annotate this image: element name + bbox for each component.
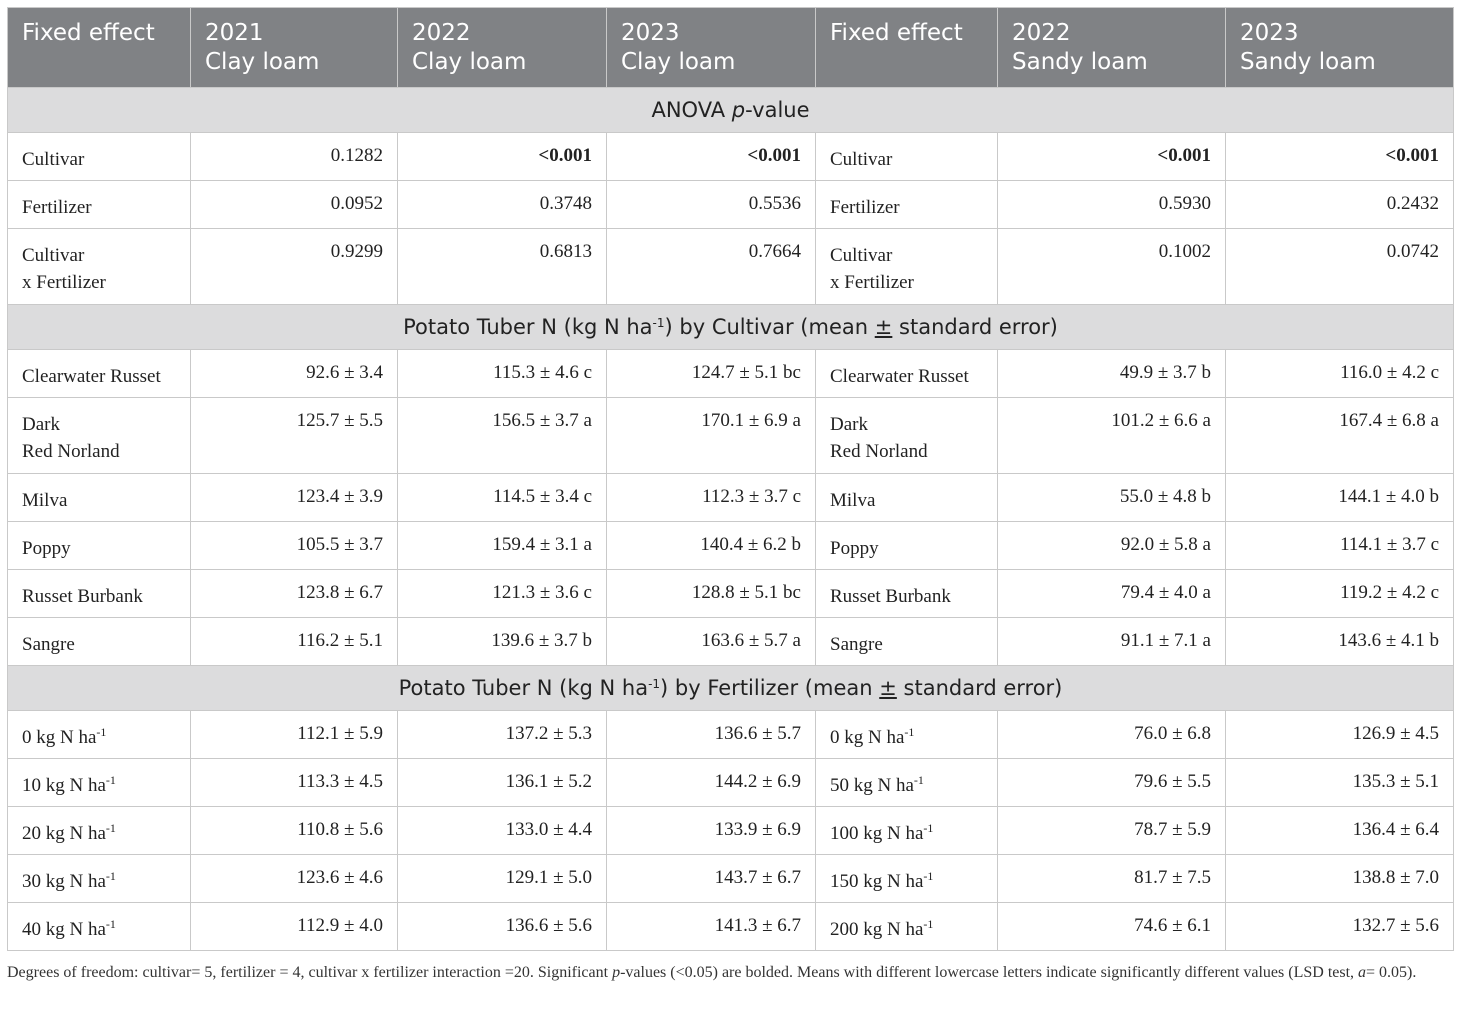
value-cell: 92.0 ± 5.8 a xyxy=(998,522,1226,570)
value-cell: <0.001 xyxy=(607,133,816,181)
value-cell: 133.9 ± 6.9 xyxy=(607,807,816,855)
value-cell: 139.6 ± 3.7 b xyxy=(398,618,607,666)
value-cell: 123.4 ± 3.9 xyxy=(191,474,398,522)
row-label: 30 kg N $ha^{-1}$ xyxy=(8,855,191,903)
value-cell: 79.4 ± 4.0 a xyxy=(998,570,1226,618)
value-cell: 0.0952 xyxy=(191,181,398,229)
header-col-4: 2022 Sandy loam xyxy=(998,8,1226,88)
value-cell: 78.7 ± 5.9 xyxy=(998,807,1226,855)
value-cell: 124.7 ± 5.1 bc xyxy=(607,350,816,398)
value-cell: 0.6813 xyxy=(398,229,607,305)
value-cell: <0.001 xyxy=(1226,133,1454,181)
value-cell: 126.9 ± 4.5 xyxy=(1226,711,1454,759)
cultivar-row xyxy=(8,570,1454,618)
value-cell: 159.4 ± 3.1 a xyxy=(398,522,607,570)
cultivar-row xyxy=(8,398,1454,474)
value-cell: 125.7 ± 5.5 xyxy=(191,398,398,474)
value-cell: 76.0 ± 6.8 xyxy=(998,711,1226,759)
row-label: Poppy xyxy=(8,522,191,570)
row-label: Fertilizer xyxy=(816,181,998,229)
results-table xyxy=(7,7,1454,951)
value-cell: 135.3 ± 5.1 xyxy=(1226,759,1454,807)
value-cell: 133.0 ± 4.4 xyxy=(398,807,607,855)
value-cell: <0.001 xyxy=(998,133,1226,181)
value-cell: 81.7 ± 7.5 xyxy=(998,855,1226,903)
value-cell: 91.1 ± 7.1 a xyxy=(998,618,1226,666)
header-col-1: 2021 Clay loam xyxy=(191,8,398,88)
value-cell: 136.4 ± 6.4 xyxy=(1226,807,1454,855)
anova-row xyxy=(8,181,1454,229)
value-cell: 0.2432 xyxy=(1226,181,1454,229)
value-cell: 138.8 ± 7.0 xyxy=(1226,855,1454,903)
header-col-3: 2023 Clay loam xyxy=(607,8,816,88)
header-col-2: 2022 Clay loam xyxy=(398,8,607,88)
anova-row xyxy=(8,133,1454,181)
value-cell: 167.4 ± 6.8 a xyxy=(1226,398,1454,474)
value-cell: 144.1 ± 4.0 b xyxy=(1226,474,1454,522)
fertilizer-row xyxy=(8,855,1454,903)
fertilizer-row xyxy=(8,903,1454,951)
value-cell: 128.8 ± 5.1 bc xyxy=(607,570,816,618)
section-by-fertilizer-label: Potato Tuber N (kg N $ha^{-1}$) by Fertilizer (mean ± standard error) xyxy=(8,666,1454,711)
section-by-cultivar-label: Potato Tuber N (kg N $ha^{-1}$) by Cultivar (mean ± standard error) xyxy=(8,305,1454,350)
value-cell: 116.2 ± 5.1 xyxy=(191,618,398,666)
value-cell: 163.6 ± 5.7 a xyxy=(607,618,816,666)
row-label: Milva xyxy=(8,474,191,522)
value-cell: 144.2 ± 6.9 xyxy=(607,759,816,807)
value-cell: 123.8 ± 6.7 xyxy=(191,570,398,618)
header-fixed-effect-right: Fixed effect xyxy=(816,8,998,88)
value-cell: 143.7 ± 6.7 xyxy=(607,855,816,903)
value-cell: 110.8 ± 5.6 xyxy=(191,807,398,855)
value-cell: 79.6 ± 5.5 xyxy=(998,759,1226,807)
row-label: 0 kg N $ha^{-1}$ xyxy=(8,711,191,759)
row-label: 100 kg N $ha^{-1}$ xyxy=(816,807,998,855)
fertilizer-row xyxy=(8,711,1454,759)
value-cell: 123.6 ± 4.6 xyxy=(191,855,398,903)
row-label: Cultivar x Fertilizer xyxy=(816,229,998,305)
value-cell: 55.0 ± 4.8 b xyxy=(998,474,1226,522)
value-cell: 136.6 ± 5.6 xyxy=(398,903,607,951)
value-cell: 0.3748 xyxy=(398,181,607,229)
row-label: 20 kg N $ha^{-1}$ xyxy=(8,807,191,855)
table-footnote: Degrees of freedom: cultivar= 5, fertilizer = 4, cultivar x fertilizer interaction =20. Significant p-values (<0.05) are bolded. Means with different lowercase letters indicate significantly different values (LSD test, a= 0.05). xyxy=(7,964,1417,981)
anova-row xyxy=(8,229,1454,305)
value-cell: 136.1 ± 5.2 xyxy=(398,759,607,807)
row-label: Russet Burbank xyxy=(8,570,191,618)
fertilizer-row xyxy=(8,807,1454,855)
row-label: Dark Red Norland xyxy=(8,398,191,474)
row-label: Cultivar x Fertilizer xyxy=(8,229,191,305)
value-cell: 101.2 ± 6.6 a xyxy=(998,398,1226,474)
value-cell: 0.7664 xyxy=(607,229,816,305)
value-cell: 119.2 ± 4.2 c xyxy=(1226,570,1454,618)
header-col-5: 2023 Sandy loam xyxy=(1226,8,1454,88)
fertilizer-row xyxy=(8,759,1454,807)
value-cell: 113.3 ± 4.5 xyxy=(191,759,398,807)
value-cell: 170.1 ± 6.9 a xyxy=(607,398,816,474)
value-cell: 132.7 ± 5.6 xyxy=(1226,903,1454,951)
row-label: 40 kg N $ha^{-1}$ xyxy=(8,903,191,951)
value-cell: 112.3 ± 3.7 c xyxy=(607,474,816,522)
value-cell: 121.3 ± 3.6 c xyxy=(398,570,607,618)
row-label: Sangre xyxy=(816,618,998,666)
row-label: Cultivar xyxy=(8,133,191,181)
value-cell: 92.6 ± 3.4 xyxy=(191,350,398,398)
table-body xyxy=(8,88,1454,951)
row-label: 0 kg N $ha^{-1}$ xyxy=(816,711,998,759)
value-cell: <0.001 xyxy=(398,133,607,181)
value-cell: 141.3 ± 6.7 xyxy=(607,903,816,951)
header-fixed-effect-left: Fixed effect xyxy=(8,8,191,88)
value-cell: 114.5 ± 3.4 c xyxy=(398,474,607,522)
value-cell: 49.9 ± 3.7 b xyxy=(998,350,1226,398)
value-cell: 143.6 ± 4.1 b xyxy=(1226,618,1454,666)
value-cell: 116.0 ± 4.2 c xyxy=(1226,350,1454,398)
row-label: Poppy xyxy=(816,522,998,570)
row-label: Cultivar xyxy=(816,133,998,181)
row-label: Sangre xyxy=(8,618,191,666)
value-cell: 0.1002 xyxy=(998,229,1226,305)
value-cell: 0.5536 xyxy=(607,181,816,229)
row-label: Clearwater Russet xyxy=(8,350,191,398)
value-cell: 112.1 ± 5.9 xyxy=(191,711,398,759)
row-label: Fertilizer xyxy=(8,181,191,229)
row-label: Russet Burbank xyxy=(816,570,998,618)
value-cell: 114.1 ± 3.7 c xyxy=(1226,522,1454,570)
value-cell: 74.6 ± 6.1 xyxy=(998,903,1226,951)
value-cell: 0.5930 xyxy=(998,181,1226,229)
value-cell: 0.9299 xyxy=(191,229,398,305)
value-cell: 0.0742 xyxy=(1226,229,1454,305)
value-cell: 137.2 ± 5.3 xyxy=(398,711,607,759)
section-by-cultivar xyxy=(8,305,1454,350)
value-cell: 136.6 ± 5.7 xyxy=(607,711,816,759)
value-cell: 115.3 ± 4.6 c xyxy=(398,350,607,398)
section-anova xyxy=(8,88,1454,133)
header-row xyxy=(8,8,1454,88)
row-label: 50 kg N $ha^{-1}$ xyxy=(816,759,998,807)
row-label: 10 kg N $ha^{-1}$ xyxy=(8,759,191,807)
value-cell: 105.5 ± 3.7 xyxy=(191,522,398,570)
section-by-fertilizer xyxy=(8,666,1454,711)
cultivar-row xyxy=(8,350,1454,398)
value-cell: 0.1282 xyxy=(191,133,398,181)
cultivar-row xyxy=(8,522,1454,570)
row-label: Dark Red Norland xyxy=(816,398,998,474)
value-cell: 129.1 ± 5.0 xyxy=(398,855,607,903)
value-cell: 112.9 ± 4.0 xyxy=(191,903,398,951)
row-label: Milva xyxy=(816,474,998,522)
section-anova-label: ANOVA p-value xyxy=(8,88,1454,133)
cultivar-row xyxy=(8,618,1454,666)
row-label: 150 kg N $ha^{-1}$ xyxy=(816,855,998,903)
value-cell: 140.4 ± 6.2 b xyxy=(607,522,816,570)
value-cell: 156.5 ± 3.7 a xyxy=(398,398,607,474)
cultivar-row xyxy=(8,474,1454,522)
row-label: Clearwater Russet xyxy=(816,350,998,398)
row-label: 200 kg N $ha^{-1}$ xyxy=(816,903,998,951)
